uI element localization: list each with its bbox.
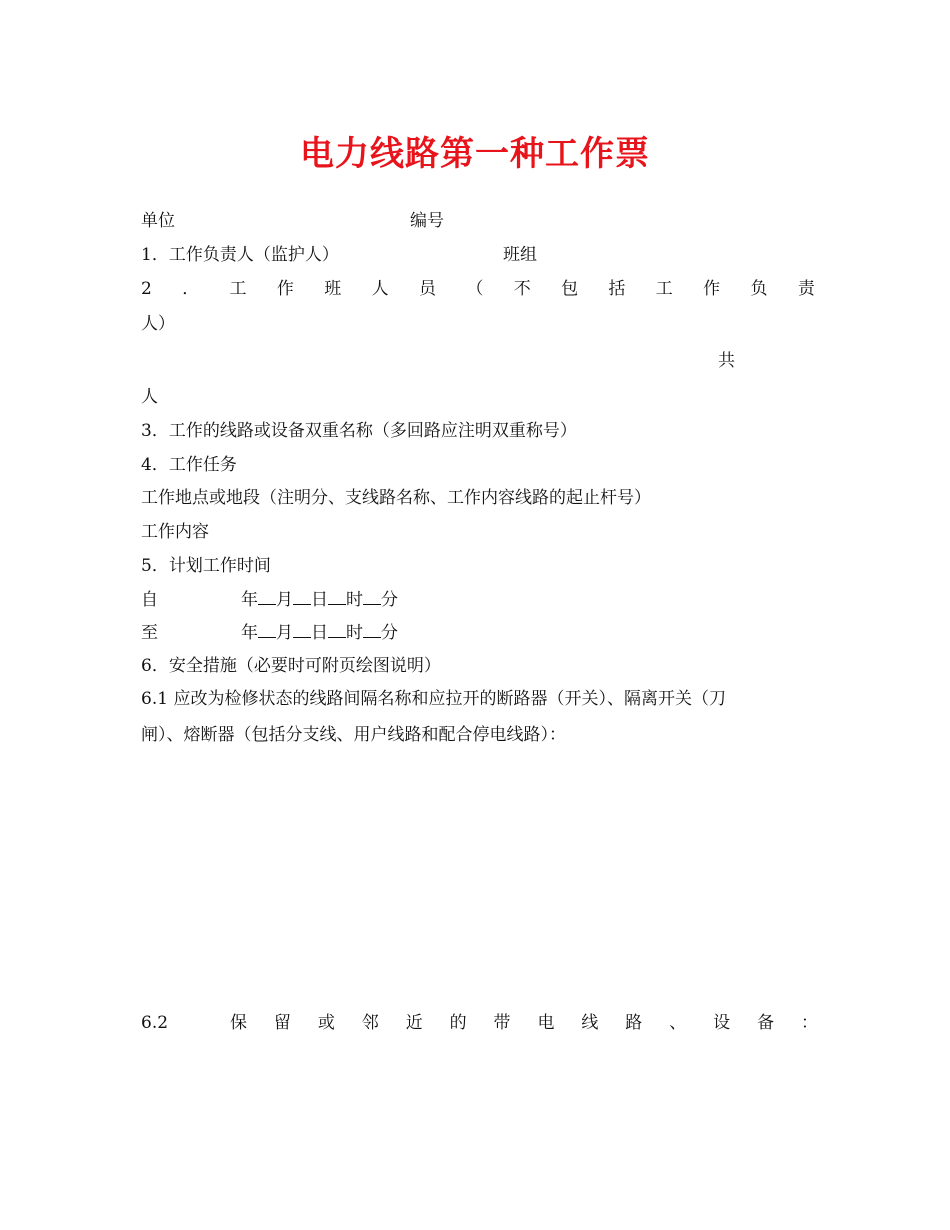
- item2-char: 工: [229, 279, 247, 299]
- month-blank: [258, 621, 276, 638]
- item62-char: 的: [449, 1013, 467, 1033]
- year-label: 年: [241, 623, 258, 643]
- line-equipment-name-label: 3．工作的线路或设备双重名称（多回路应注明双重称号）: [141, 421, 577, 441]
- item62-char: 线: [581, 1013, 599, 1033]
- item62-char: 近: [405, 1013, 423, 1033]
- minute-blank: [363, 588, 381, 605]
- item2-char: 作: [703, 279, 721, 299]
- hour-blank: [328, 621, 346, 638]
- hour-label: 时: [346, 623, 363, 643]
- item62-char: 保: [230, 1013, 247, 1033]
- item62-char: 路: [625, 1013, 643, 1033]
- hour-label: 时: [346, 590, 363, 610]
- item62-char: 设: [713, 1013, 731, 1033]
- work-team-members-label: [141, 278, 815, 300]
- item62-char: 留: [273, 1013, 291, 1033]
- time-from-row: [141, 588, 398, 611]
- year-label: 年: [241, 590, 258, 610]
- item62-char: ：: [800, 1013, 818, 1033]
- item62-number: 6.2: [141, 1013, 169, 1033]
- item2-char: 人: [371, 279, 389, 299]
- month-blank: [258, 588, 276, 605]
- work-site-label: 工作地点或地段（注明分、支线路名称、工作内容线路的起止杆号）: [141, 488, 651, 508]
- total-label: 共: [718, 351, 735, 371]
- item62-char: 或: [317, 1013, 335, 1033]
- item2-char: 责: [797, 279, 815, 299]
- item2-char: 括: [608, 279, 626, 299]
- to-label: 至: [141, 623, 158, 643]
- month-label: 月: [276, 590, 293, 610]
- unit-label: 单位: [141, 211, 175, 231]
- item62-char: 备: [757, 1013, 775, 1033]
- minute-label: 分: [381, 623, 398, 643]
- item2-char: 班: [324, 279, 342, 299]
- from-label: 自: [141, 590, 158, 610]
- item2-char: 工: [655, 279, 673, 299]
- work-leader-label: 1．工作负责人（监护人）: [141, 245, 339, 265]
- item62-char: 带: [493, 1013, 511, 1033]
- page-title: 电力线路第一种工作票: [300, 134, 650, 174]
- item62-char: 电: [537, 1013, 555, 1033]
- item2-char: （: [466, 279, 484, 299]
- person-label: 人: [141, 387, 158, 407]
- work-task-label: 4．工作任务: [141, 455, 237, 475]
- item2-char: 2: [141, 279, 152, 299]
- day-label: 日: [311, 623, 328, 643]
- item2-char: 包: [561, 279, 579, 299]
- safety-measures-label: 6．安全措施（必要时可附页绘图说明）: [141, 656, 441, 676]
- item2-char: ．: [182, 279, 200, 299]
- minute-label: 分: [381, 590, 398, 610]
- planned-time-label: 5．计划工作时间: [141, 556, 271, 576]
- item62-char: 邻: [361, 1013, 379, 1033]
- item62-char: 、: [669, 1013, 687, 1033]
- item61-line2: 闸）、熔断器（包括分支线、用户线路和配合停电线路）：: [141, 725, 566, 745]
- day-blank: [293, 588, 311, 605]
- item62-label: [230, 1012, 818, 1034]
- work-content-label: 工作内容: [141, 522, 209, 542]
- time-to-row: [141, 621, 398, 644]
- minute-blank: [363, 621, 381, 638]
- month-label: 月: [276, 623, 293, 643]
- item61-line1: 6.1 应改为检修状态的线路间隔名称和应拉开的断路器（开关）、隔离开关（刀: [141, 689, 726, 709]
- day-label: 日: [311, 590, 328, 610]
- item2-char: 员: [418, 279, 436, 299]
- number-label: 编号: [410, 211, 444, 231]
- work-team-members-label-cont: 人）: [141, 314, 175, 334]
- item2-char: 不: [513, 279, 531, 299]
- day-blank: [293, 621, 311, 638]
- item2-char: 作: [276, 279, 294, 299]
- hour-blank: [328, 588, 346, 605]
- item2-char: 负: [750, 279, 768, 299]
- team-label: 班组: [503, 245, 537, 265]
